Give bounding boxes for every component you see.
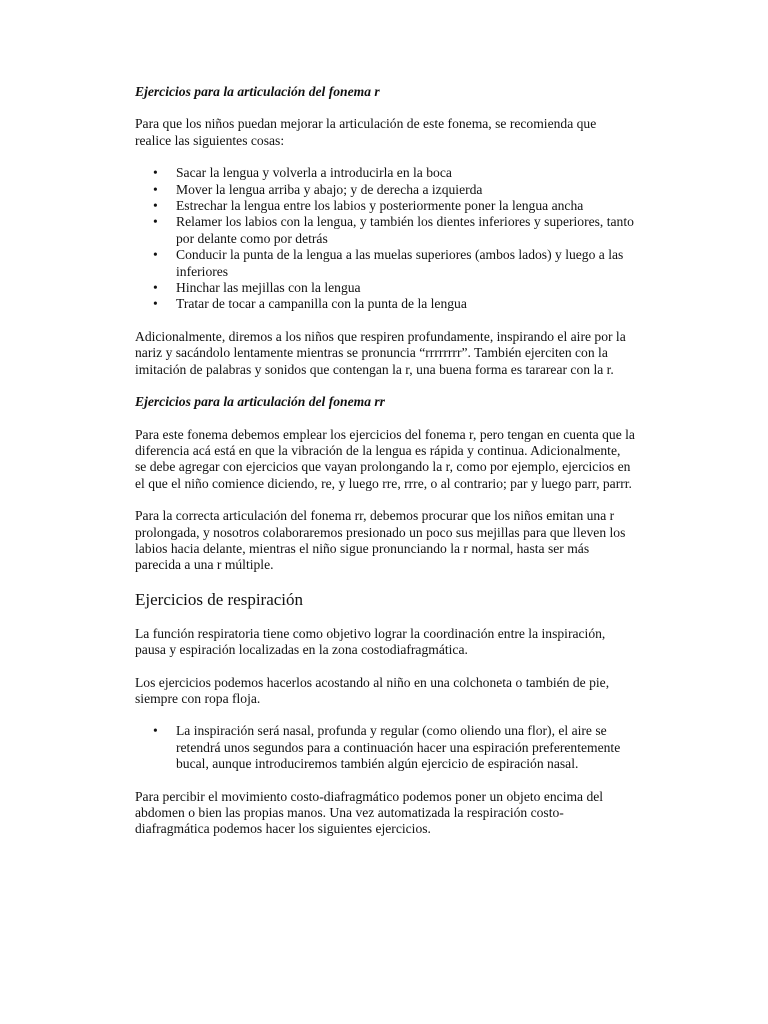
document-body [135, 84, 635, 838]
paragraph-resp-3: Para percibir el movimiento costo-diafragmático podemos poner un objeto encima del abdomen o bien las propias manos. Una vez automatizada la respiración costo-diafragmática podemos hacer los siguientes ejercicios. [135, 788, 604, 837]
paragraph-intro-r: Para que los niños puedan mejorar la articulación de este fonema, se recomienda que realice las siguientes cosas: [135, 116, 597, 148]
paragraph-closing-r: Adicionalmente, diremos a los niños que respiren profundamente, inspirando el aire por la nariz y sacándolo lentamente mientras se pronuncia “rrrrrrrr”. También ejerciten con la imitación de palabras y sonidos que contengan la r, una buena forma es tararear con la r. [135, 328, 626, 377]
bullet-icon: • [153, 165, 158, 181]
bullet-icon: • [153, 280, 158, 296]
heading-respiracion: Ejercicios de respiración [135, 589, 304, 609]
paragraph-resp-1: La función respiratoria tiene como objetivo lograr la coordinación entre la inspiración, pausa y espiración localizadas en la zona costodiafragmática. [135, 625, 606, 658]
list-item: • Mover la lengua arriba y abajo; y de derecha a izquierda [153, 181, 483, 197]
list-item: • Relamer los labios con la lengua, y también los dientes inferiores y superiores, tanto por delante como por detrás [153, 214, 634, 246]
list-item: • La inspiración será nasal, profunda y regular (como oliendo una flor), el aire se retendrá unos segundos para a continuación hacer una espiración preferentemente bucal, aunque introduciremos también algún ejercicio de espiración nasal. [153, 723, 621, 772]
bullet-icon: • [153, 198, 158, 214]
list-item: • Tratar de tocar a campanilla con la punta de la lengua [153, 296, 467, 312]
list-item: • Conducir la punta de la lengua a las muelas superiores (ambos lados) y luego a las inferiores [153, 247, 624, 279]
list-item: • Sacar la lengua y volverla a introducirla en la boca [153, 165, 452, 181]
list-item: • Hinchar las mejillas con la lengua [153, 280, 361, 296]
list-item: • Estrechar la lengua entre los labios y posteriormente poner la lengua ancha [153, 198, 584, 214]
bullet-icon: • [153, 247, 158, 263]
paragraph-rr-2: Para la correcta articulación del fonema rr, debemos procurar que los niños emitan una r prolongada, y nosotros colaboraremos presionado un poco sus mejillas para que lleven los labios hacia delante, mientras el niño sigue pronunciando la r normal, hasta ser más parecida a una r múltiple. [135, 508, 626, 573]
paragraph-resp-2: Los ejercicios podemos hacerlos acostando al niño en una colchoneta o también de pie, siempre con ropa floja. [135, 674, 610, 706]
list-exercises-resp [135, 723, 635, 772]
heading-fonema-rr: Ejercicios para la articulación del fonema rr [135, 394, 385, 410]
bullet-icon: • [153, 181, 158, 197]
paragraph-rr-1: Para este fonema debemos emplear los ejercicios del fonema r, pero tengan en cuenta que la diferencia acá está en que la vibración de la lengua es rápida y continua. Adicionalmente, se debe agregar con ejercicios que vayan prolongando la r, como por ejemplo, ejercicios en el que el niño comience diciendo, re, y luego rre, rrre, o al contrario; par y luego parr, parrr. [135, 426, 635, 491]
bullet-icon: • [153, 723, 158, 739]
heading-fonema-r: Ejercicios para la articulación del fonema r [135, 84, 380, 99]
bullet-icon: • [153, 296, 158, 312]
list-exercises-r [135, 165, 635, 313]
bullet-icon: • [153, 214, 158, 230]
